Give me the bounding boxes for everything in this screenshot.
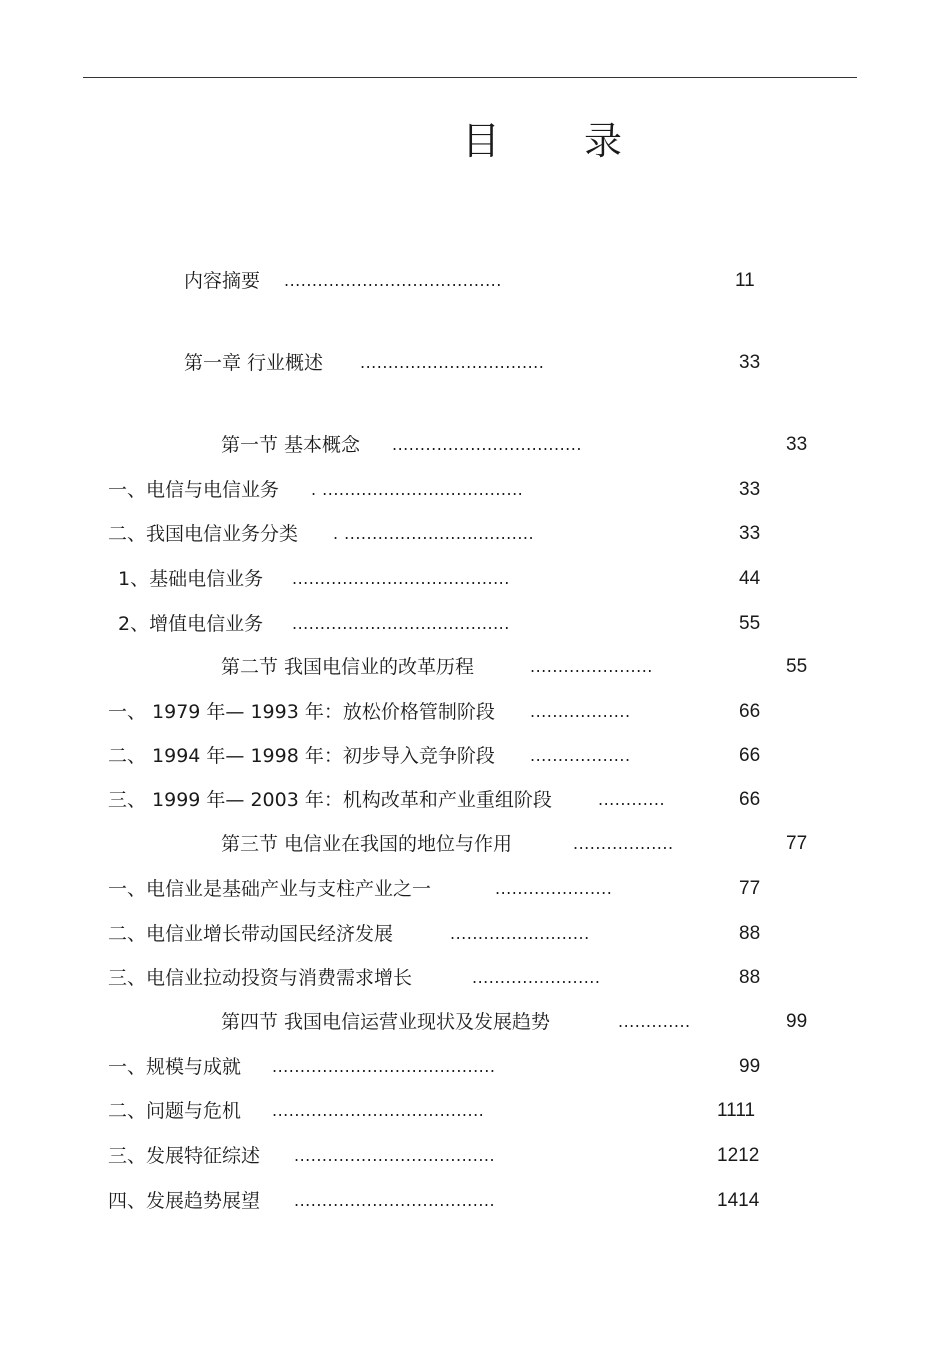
toc-page-number: 66 (739, 701, 761, 722)
toc-leader-dots: ............ (598, 790, 666, 809)
toc-leader-dots: ....................................... (284, 271, 502, 290)
toc-page-number: 88 (739, 923, 761, 944)
toc-page-number: 55 (786, 656, 808, 677)
toc-entry-label: 三、发展特征综述 (108, 1145, 261, 1167)
toc-entry-label: 二、 1994 年— 1998 年：初步导入竞争阶段 (108, 745, 495, 767)
toc-leader-dots: .................. (530, 702, 631, 721)
toc-page-number: 1414 (717, 1190, 760, 1211)
toc-entry-label: 二、问题与危机 (108, 1100, 242, 1122)
toc-page-number: 99 (786, 1011, 808, 1032)
toc-page-number: 88 (739, 967, 761, 988)
toc-leader-dots: ...................................... (272, 1101, 485, 1120)
toc-entry-label: 第二节 我国电信业的改革历程 (221, 656, 475, 678)
toc-page-number: 33 (739, 479, 761, 500)
toc-page-number: 77 (786, 833, 808, 854)
toc-leader-dots: ..................... (495, 879, 613, 898)
toc-leader-dots: ........................................ (272, 1057, 496, 1076)
toc-page-number: 66 (739, 745, 761, 766)
title-char-1: 目 (462, 119, 501, 163)
toc-leader-dots: ....................... (472, 968, 601, 987)
toc-entry-label: 第四节 我国电信运营业现状及发展趋势 (221, 1011, 551, 1033)
toc-page-number: 99 (739, 1056, 761, 1077)
toc-leader-dots: ...................... (530, 657, 653, 676)
toc-page-number: 11 (735, 270, 755, 291)
toc-page-number: 1111 (717, 1100, 756, 1121)
toc-leader-dots: . .................................... (311, 480, 524, 499)
toc-leader-dots: .................................... (294, 1191, 496, 1210)
toc-leader-dots: ................................. (360, 353, 545, 372)
toc-entry-label: 一、 1979 年— 1993 年：放松价格管制阶段 (108, 701, 495, 723)
toc-page-number: 33 (739, 523, 761, 544)
toc-entry-label: 一、电信与电信业务 (108, 479, 280, 501)
toc-entry-label: 2、增值电信业务 (118, 613, 264, 635)
toc-entry-label: 第三节 电信业在我国的地位与作用 (221, 833, 513, 855)
header-rule (83, 77, 857, 78)
toc-leader-dots: ....................................... (292, 569, 510, 588)
toc-entry-label: 一、电信业是基础产业与支柱产业之一 (108, 878, 432, 900)
toc-leader-dots: . .................................. (333, 524, 535, 543)
toc-leader-dots: .................................... (294, 1146, 496, 1165)
toc-entry-label: 1、基础电信业务 (118, 568, 264, 590)
toc-leader-dots: .................. (573, 834, 674, 853)
toc-entry-label: 四、发展趋势展望 (108, 1190, 261, 1212)
toc-page-number: 77 (739, 878, 761, 899)
title-char-2: 录 (584, 119, 623, 163)
toc-entry-label: 三、电信业拉动投资与消费需求增长 (108, 967, 413, 989)
toc-page-number: 33 (739, 352, 761, 373)
toc-leader-dots: .................. (530, 746, 631, 765)
toc-entry-label: 第一节 基本概念 (221, 434, 361, 456)
toc-entry-label: 二、我国电信业务分类 (108, 523, 299, 545)
toc-page-number: 66 (739, 789, 761, 810)
toc-page-number: 55 (739, 613, 761, 634)
toc-leader-dots: ....................................... (292, 614, 510, 633)
toc-entry-label: 二、电信业增长带动国民经济发展 (108, 923, 394, 945)
toc-leader-dots: ......................... (450, 924, 590, 943)
toc-entry-label: 一、规模与成就 (108, 1056, 242, 1078)
toc-leader-dots: ............. (618, 1012, 691, 1031)
toc-entry-label: 内容摘要 (184, 270, 261, 292)
toc-leader-dots: .................................. (392, 435, 582, 454)
toc-entry-label: 第一章 行业概述 (184, 352, 324, 374)
toc-page-number: 1212 (717, 1145, 760, 1166)
toc-entry-label: 三、 1999 年— 2003 年：机构改革和产业重组阶段 (108, 789, 552, 811)
toc-page-number: 44 (739, 568, 761, 589)
toc-page-number: 33 (786, 434, 808, 455)
